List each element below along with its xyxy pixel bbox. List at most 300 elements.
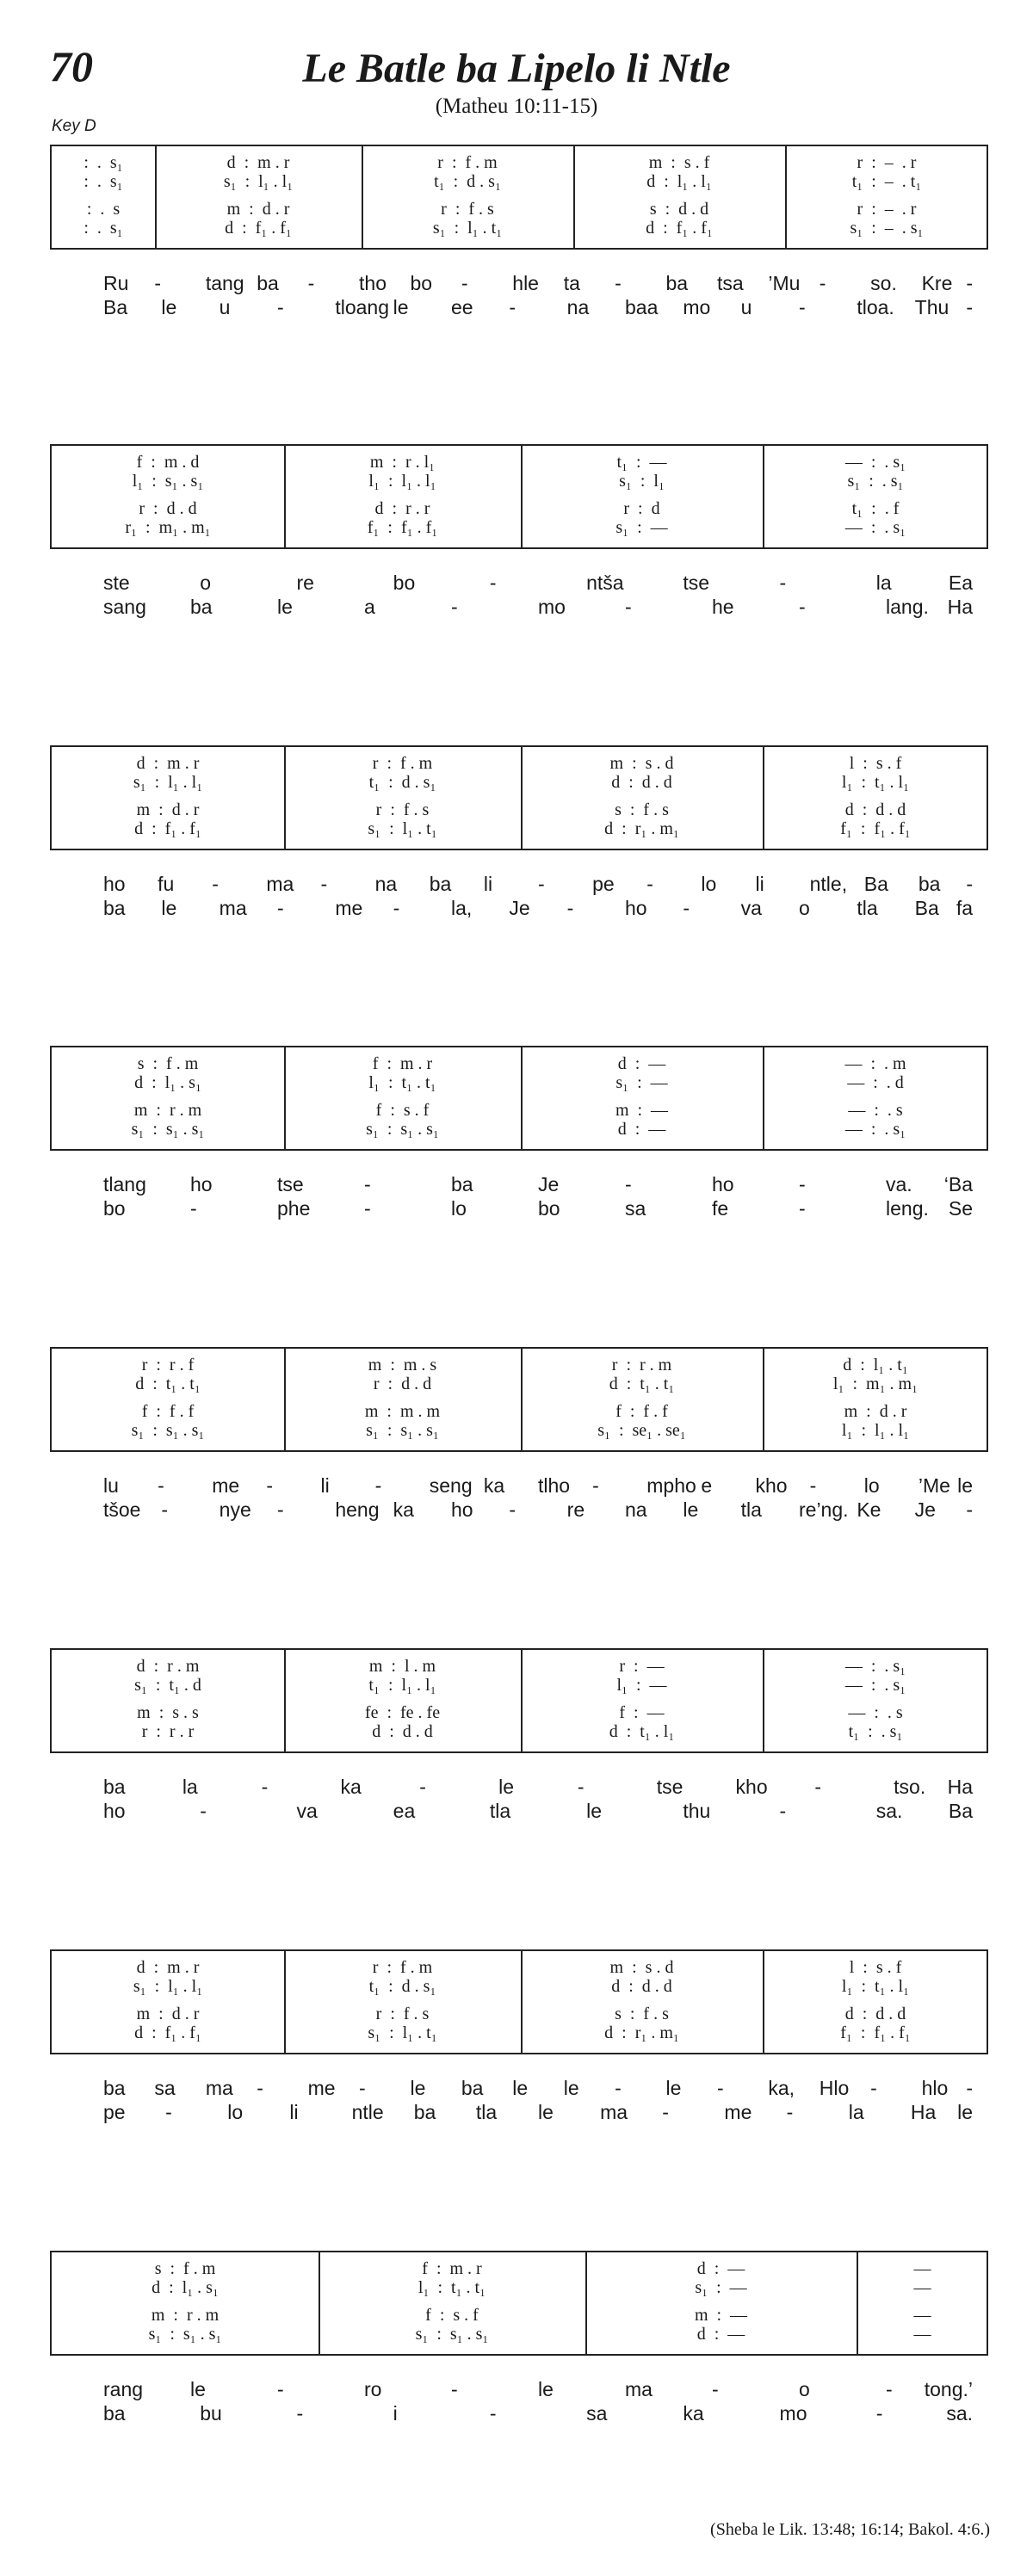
lyric-syllable: - [966, 296, 973, 318]
lyric-syllable: le [277, 596, 293, 618]
lyric-line [0, 873, 1033, 899]
lyric-syllable: - [577, 1776, 585, 1798]
solfa-measure: m : — [694, 2306, 748, 2325]
lyric-syllable: na [625, 1498, 647, 1521]
solfa-measure: r : d . d [139, 499, 197, 518]
lyric-syllable: le [563, 2077, 579, 2099]
lyric-syllable: - [451, 2378, 458, 2400]
solfa-measure: fe : fe . fe [364, 1703, 441, 1722]
lyric-syllable: - [799, 596, 806, 618]
solfa-measure: f : — [619, 1703, 665, 1722]
lyric-syllable: Je [914, 1498, 936, 1521]
lyric-syllable: ’Mu [768, 272, 801, 294]
lyric-syllable: ho [103, 1800, 126, 1822]
lyric-syllable: lo [451, 1197, 467, 1220]
lyric-syllable: ba [461, 2077, 484, 2099]
lyric-syllable: Ba [948, 1800, 973, 1822]
lyric-syllable: lo [701, 873, 717, 895]
lyric-syllable: le [161, 296, 177, 318]
solfa-measure: m : m . m [364, 1402, 441, 1421]
solfa-measure: f : s . f [425, 2306, 479, 2325]
solfa-part-row [52, 819, 987, 841]
tonic-solfa-staff [50, 1046, 988, 1151]
solfa-measure: s₁ : se₁ . se₁ [597, 1421, 686, 1440]
solfa-measure: r : d [623, 499, 660, 518]
solfa-measure: d : l₁ . l₁ [646, 172, 712, 191]
lyric-syllable: Hlo [819, 2077, 850, 2099]
lyric-syllable: - [212, 873, 219, 895]
lyric-syllable: u [740, 296, 752, 318]
lyric-syllable: - [419, 1776, 426, 1798]
lyric-syllable: le [410, 2077, 426, 2099]
solfa-measure: d : l₁ . s₁ [152, 2278, 219, 2297]
lyric-syllable: - [190, 1197, 197, 1220]
lyric-syllable: ba [257, 272, 279, 294]
tonic-solfa-staff [50, 444, 988, 549]
lyric-syllable: ntle, [809, 873, 848, 895]
solfa-measure: t₁ : l₁ . l₁ [368, 1676, 436, 1695]
solfa-measure: l : s . f [849, 754, 902, 773]
solfa-measure: s₁ : s₁ . s₁ [415, 2325, 489, 2344]
lyric-syllable: - [261, 1776, 269, 1798]
solfa-measure: t₁ : – . t₁ [851, 172, 922, 191]
lyric-syllable: sa. [875, 1800, 903, 1822]
solfa-part-row [52, 1722, 987, 1744]
lyric-syllable: rang [103, 2378, 144, 2400]
solfa-measure: s : d . d [649, 200, 709, 219]
lyric-syllable: sa. [946, 2402, 973, 2425]
solfa-measure: d : f₁ . f₁ [134, 2023, 201, 2042]
lyric-syllable: ma [600, 2101, 628, 2123]
solfa-part-row [52, 2325, 987, 2346]
lyric-syllable: ho [712, 1173, 734, 1195]
lyric-syllable: hle [512, 272, 539, 294]
lyric-line [0, 897, 1033, 923]
solfa-measure: : . s₁ [84, 219, 123, 238]
solfa-measure: d : f₁ . f₁ [225, 219, 292, 238]
solfa-part-row [52, 2023, 987, 2045]
lyric-line [0, 1474, 1033, 1500]
lyric-syllable: e [701, 1474, 713, 1497]
lyric-syllable: fa [956, 897, 973, 919]
tonic-solfa-staff [50, 1949, 988, 2054]
lyric-syllable: bo [103, 1197, 126, 1220]
lyric-syllable: - [320, 873, 328, 895]
lyric-line [0, 2077, 1033, 2103]
lyric-syllable: - [461, 272, 468, 294]
lyric-syllable: - [683, 897, 690, 919]
lyric-syllable: ba [429, 873, 452, 895]
lyric-syllable: ma [219, 897, 247, 919]
lyric-syllable: Se [948, 1197, 973, 1220]
solfa-measure: s₁ : s₁ . s₁ [131, 1421, 205, 1440]
lyric-syllable: tho [359, 272, 387, 294]
lyric-syllable: - [799, 1173, 806, 1195]
lyric-syllable: - [566, 897, 574, 919]
lyric-syllable: nye [219, 1498, 251, 1521]
solfa-measure: d : l₁ . t₁ [843, 1356, 908, 1374]
solfa-measure: — : . s₁ [844, 1657, 906, 1676]
solfa-measure: f : s . f [375, 1101, 430, 1120]
solfa-measure: r : r . r [141, 1722, 195, 1741]
solfa-measure: r : f . s [375, 800, 430, 819]
solfa-measure: m : s . s [137, 1703, 199, 1722]
lyric-syllable: o [200, 571, 212, 594]
lyric-syllable: seng [429, 1474, 473, 1497]
lyric-syllable: ba [413, 2101, 436, 2123]
lyric-syllable: tang [205, 272, 244, 294]
lyric-syllable: - [538, 873, 545, 895]
lyric-syllable: - [646, 873, 653, 895]
solfa-measure: — [913, 2278, 931, 2297]
solfa-measure: d : m . r [136, 1958, 200, 1977]
lyric-syllable: ta [563, 272, 580, 294]
lyric-syllable: - [165, 2101, 172, 2123]
lyric-syllable: o [799, 897, 810, 919]
lyric-syllable: ho [103, 873, 126, 895]
solfa-measure: d : — [617, 1054, 666, 1073]
lyric-syllable: - [819, 272, 826, 294]
lyric-syllable: va. [886, 1173, 912, 1195]
lyric-syllable: le [393, 296, 409, 318]
solfa-measure: s₁ : s₁ . s₁ [366, 1421, 439, 1440]
solfa-measure: s₁ : l₁ . t₁ [432, 219, 503, 238]
lyric-syllable: Ea [948, 571, 973, 594]
lyric-syllable: - [266, 1474, 274, 1497]
lyric-syllable: ka [683, 2402, 704, 2425]
lyric-syllable: le [683, 1498, 699, 1521]
lyric-syllable: - [307, 272, 315, 294]
lyric-syllable: pe [592, 873, 615, 895]
lyric-syllable: ka [483, 1474, 505, 1497]
lyric-syllable: ho [625, 897, 647, 919]
solfa-measure: — : . s [848, 1101, 903, 1120]
solfa-part-row [52, 1374, 987, 1396]
lyric-syllable: tloa. [857, 296, 894, 318]
lyric-syllable: lang. [886, 596, 929, 618]
lyric-line [0, 2402, 1033, 2428]
solfa-measure: d : t₁ . t₁ [609, 1374, 675, 1393]
solfa-measure: r₁ : m₁ . m₁ [125, 518, 211, 537]
solfa-measure: — [913, 2306, 931, 2325]
lyric-syllable: tloang [335, 296, 389, 318]
lyric-syllable: re’ng. [799, 1498, 849, 1521]
hymn-title: Le Batle ba Lipelo li Ntle [302, 46, 731, 91]
solfa-measure: m : d . r [226, 200, 290, 219]
lyric-syllable: ee [451, 296, 473, 318]
solfa-measure: d : — [696, 2325, 745, 2344]
lyric-syllable: ba [103, 2402, 126, 2425]
lyric-syllable: - [966, 2077, 973, 2099]
lyric-syllable: - [875, 2402, 883, 2425]
lyric-syllable: re [296, 571, 314, 594]
lyric-line [0, 1498, 1033, 1524]
solfa-measure: s₁ : s₁ . s₁ [148, 2325, 222, 2344]
solfa-part-row [52, 518, 987, 540]
lyric-syllable: leng. [886, 1197, 929, 1220]
lyric-syllable: tong.’ [924, 2378, 973, 2400]
lyric-syllable: ba [665, 272, 689, 294]
solfa-measure: d : r . r [374, 499, 430, 518]
solfa-measure: s₁ : l₁ . l₁ [133, 773, 203, 792]
solfa-measure: d : f₁ . f₁ [646, 219, 713, 238]
solfa-measure: m : r . m [133, 1101, 202, 1120]
key-signature: Key D [52, 117, 96, 135]
lyric-syllable: ka [340, 1776, 362, 1798]
solfa-measure: s : f . m [137, 1054, 199, 1073]
lyric-syllable: la [875, 571, 892, 594]
solfa-measure: — [913, 2325, 931, 2344]
lyric-syllable: Ru [103, 272, 129, 294]
lyric-syllable: ’Me [918, 1474, 950, 1497]
solfa-measure: f : f . f [615, 1402, 668, 1421]
lyric-syllable: va [296, 1800, 318, 1822]
lyric-line [0, 1800, 1033, 1825]
tonic-solfa-staff [50, 1347, 988, 1452]
solfa-measure: f₁ : f₁ . f₁ [840, 2023, 911, 2042]
solfa-measure: : . s₁ [84, 172, 123, 191]
solfa-measure: m : l . m [368, 1657, 436, 1676]
solfa-measure: s₁ : — [615, 518, 668, 537]
solfa-measure: l₁ : — [616, 1676, 667, 1695]
lyric-syllable: bo [538, 1197, 560, 1220]
lyric-syllable: tso. [894, 1776, 926, 1798]
lyric-syllable: - [509, 1498, 516, 1521]
solfa-part-row [52, 1676, 987, 1697]
lyric-syllable: Ba [863, 873, 888, 895]
lyric-syllable: - [966, 1498, 973, 1521]
solfa-measure: m : d . r [136, 800, 200, 819]
hymn-number: 70 [50, 42, 93, 90]
lyric-syllable: - [161, 1498, 168, 1521]
solfa-measure: d : m . r [226, 153, 290, 172]
lyric-syllable: o [799, 2378, 810, 2400]
lyric-syllable: - [786, 2101, 794, 2123]
lyric-syllable: - [716, 2077, 724, 2099]
solfa-measure: — : . d [847, 1073, 904, 1092]
solfa-measure: s₁ : l₁ . t₁ [368, 2023, 437, 2042]
lyric-syllable: - [779, 1800, 787, 1822]
solfa-measure: m : d . r [844, 1402, 907, 1421]
lyric-syllable: - [814, 1776, 822, 1798]
lyric-syllable: lo [227, 2101, 244, 2123]
lyric-line [0, 272, 1033, 298]
lyric-syllable: la [848, 2101, 864, 2123]
solfa-measure: s₁ : — [695, 2278, 747, 2297]
lyric-syllable: - [870, 2077, 877, 2099]
solfa-measure: d : r . m [136, 1657, 200, 1676]
solfa-measure: t₁ : . f [851, 499, 900, 518]
lyric-syllable: na [566, 296, 590, 318]
lyric-syllable: - [277, 1498, 284, 1521]
solfa-measure: r : r . m [611, 1356, 672, 1374]
lyric-syllable: mo [538, 596, 566, 618]
lyric-syllable: ba [918, 873, 941, 895]
solfa-measure: r : f . m [372, 754, 433, 773]
lyric-syllable: mo [683, 296, 711, 318]
lyric-syllable: Ha [947, 596, 973, 618]
lyric-syllable: ba [190, 596, 213, 618]
tonic-solfa-staff [50, 2251, 988, 2356]
solfa-measure: s : f . s [615, 800, 669, 819]
lyric-syllable: - [712, 2378, 719, 2400]
lyric-syllable: - [374, 1474, 382, 1497]
lyric-syllable: - [393, 897, 400, 919]
lyric-line [0, 571, 1033, 597]
lyric-line [0, 1197, 1033, 1223]
lyric-syllable: hlo [921, 2077, 949, 2099]
lyric-syllable: heng [335, 1498, 380, 1521]
solfa-measure: s₁ : — [615, 1073, 668, 1092]
solfa-measure: d : t₁ . t₁ [135, 1374, 201, 1393]
lyric-syllable: - [364, 1173, 371, 1195]
solfa-measure: t₁ : d . s₁ [368, 773, 436, 792]
solfa-measure: s₁ : l₁ . l₁ [133, 1977, 203, 1996]
solfa-measure: r : f . m [372, 1958, 433, 1977]
solfa-part-row [52, 172, 987, 194]
lyric-syllable: li [483, 873, 493, 895]
solfa-measure: m : d . r [136, 2005, 200, 2023]
solfa-measure: s₁ : l₁ . l₁ [223, 172, 294, 191]
solfa-measure: r : d . d [373, 1374, 432, 1393]
lyric-syllable: kho [735, 1776, 768, 1798]
lyric-syllable: - [154, 272, 162, 294]
solfa-measure: l₁ : l₁ . l₁ [841, 1421, 910, 1440]
solfa-measure: s₁ : – . s₁ [850, 219, 924, 238]
lyric-syllable: a [364, 596, 375, 618]
lyric-syllable: i [393, 2402, 398, 2425]
lyric-syllable: - [277, 897, 284, 919]
lyric-syllable: - [625, 1173, 632, 1195]
lyric-syllable: Ke [857, 1498, 881, 1521]
solfa-measure: m : r . l₁ [369, 453, 436, 472]
lyric-syllable: ka [393, 1498, 414, 1521]
lyric-syllable: u [219, 296, 231, 318]
lyric-syllable: - [615, 2077, 622, 2099]
solfa-measure: m : s . f [648, 153, 710, 172]
lyric-syllable: na [374, 873, 398, 895]
lyric-syllable: bu [200, 2402, 222, 2425]
solfa-measure: — : . s₁ [844, 518, 906, 537]
solfa-measure: s₁ : l₁ . t₁ [368, 819, 437, 838]
lyric-syllable: le [957, 1474, 973, 1497]
lyric-syllable: tse [277, 1173, 304, 1195]
lyric-syllable: thu [683, 1800, 711, 1822]
solfa-measure: s : f . s [615, 2005, 669, 2023]
lyric-syllable: - [257, 2077, 263, 2099]
lyric-syllable: - [158, 1474, 164, 1497]
lyric-syllable: - [359, 2077, 366, 2099]
lyric-syllable: tla [857, 897, 878, 919]
solfa-part-row [52, 219, 987, 240]
lyric-syllable: - [799, 1197, 806, 1220]
solfa-measure: — : . s₁ [844, 1676, 906, 1695]
lyric-syllable: tsa [716, 272, 744, 294]
solfa-measure: d : t₁ . l₁ [609, 1722, 675, 1741]
lyric-line [0, 596, 1033, 621]
lyric-syllable: ba [451, 1173, 473, 1195]
solfa-measure: d : d . d [844, 800, 906, 819]
solfa-measure: m : s . d [609, 1958, 674, 1977]
solfa-measure: r : f . s [441, 200, 494, 219]
lyric-syllable: ka, [768, 2077, 795, 2099]
lyric-syllable: lo [863, 1474, 880, 1497]
solfa-measure: t₁ : . s₁ [848, 1722, 903, 1741]
solfa-measure: s₁ : t₁ . d [134, 1676, 201, 1695]
lyric-syllable: tse [683, 571, 710, 594]
lyric-syllable: tlho [538, 1474, 571, 1497]
lyric-syllable: le [512, 2077, 529, 2099]
lyric-syllable: - [592, 1474, 599, 1497]
lyric-syllable: ba [103, 2077, 126, 2099]
solfa-measure: f : f . f [141, 1402, 195, 1421]
solfa-measure: s₁ : . s₁ [847, 472, 904, 491]
solfa-measure: r : – . r [857, 153, 917, 172]
lyric-syllable: - [799, 296, 806, 318]
solfa-part-row [52, 1073, 987, 1095]
tonic-solfa-staff [50, 745, 988, 850]
lyric-syllable: Je [509, 897, 530, 919]
lyric-syllable: le [665, 2077, 682, 2099]
lyric-syllable: - [200, 1800, 207, 1822]
solfa-measure: : . s₁ [84, 153, 123, 172]
lyric-syllable: ba [103, 1776, 126, 1798]
solfa-measure: — : . m [844, 1054, 906, 1073]
solfa-measure: d : d . d [844, 2005, 906, 2023]
solfa-part-row [52, 472, 987, 493]
lyric-syllable: me [335, 897, 363, 919]
lyric-syllable: ea [393, 1800, 416, 1822]
lyric-syllable: ro [364, 2378, 382, 2400]
lyric-syllable: sa [625, 1197, 646, 1220]
lyric-syllable: fe [712, 1197, 729, 1220]
lyric-syllable: mpho [646, 1474, 696, 1497]
lyric-syllable: phe [277, 1197, 311, 1220]
solfa-measure: l₁ : t₁ . t₁ [418, 2278, 486, 2297]
solfa-measure: r : r . f [141, 1356, 195, 1374]
lyric-syllable: - [489, 571, 497, 594]
lyric-syllable: sa [154, 2077, 176, 2099]
solfa-measure: l : s . f [849, 1958, 902, 1977]
lyric-syllable: Ba [914, 897, 939, 919]
solfa-measure: d : f₁ . f₁ [134, 819, 201, 838]
solfa-measure: — : . s₁ [844, 453, 906, 472]
lyric-syllable: tla [740, 1498, 762, 1521]
solfa-measure: d : d . d [611, 1977, 672, 1996]
lyric-syllable: kho [755, 1474, 788, 1497]
solfa-measure: d : m . r [136, 754, 200, 773]
lyric-syllable: - [966, 272, 973, 294]
lyric-syllable: li [320, 1474, 330, 1497]
lyric-syllable: sa [586, 2402, 608, 2425]
lyric-syllable: - [364, 1197, 371, 1220]
lyric-syllable: li [755, 873, 764, 895]
lyric-syllable: tla [489, 1800, 511, 1822]
solfa-measure: : . s [86, 200, 121, 219]
lyric-syllable: me [307, 2077, 336, 2099]
solfa-measure: f : m . r [372, 1054, 433, 1073]
lyric-syllable: bo [410, 272, 433, 294]
lyric-syllable: me [724, 2101, 752, 2123]
solfa-measure: l₁ : m₁ . m₁ [832, 1374, 919, 1393]
lyric-syllable: ho [190, 1173, 213, 1195]
solfa-measure: r : – . r [857, 200, 917, 219]
lyric-line [0, 296, 1033, 322]
solfa-measure: l₁ : l₁ . l₁ [368, 472, 436, 491]
lyric-syllable: ntša [586, 571, 624, 594]
lyric-syllable: - [662, 2101, 669, 2123]
lyric-syllable: ba [103, 897, 126, 919]
